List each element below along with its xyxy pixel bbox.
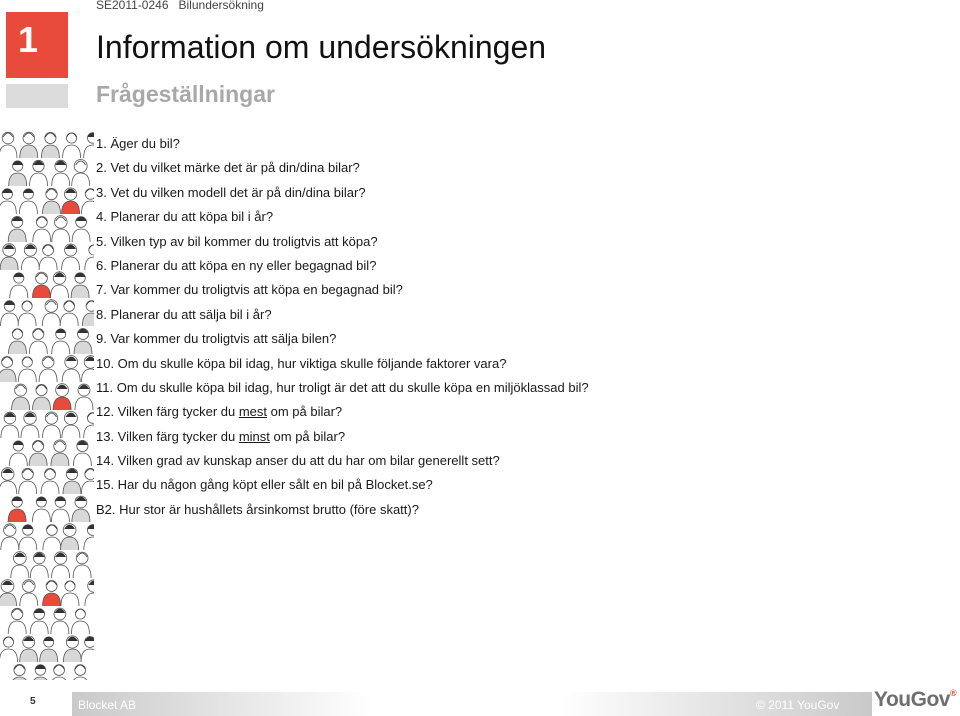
crowd-figure — [52, 329, 70, 354]
question-list — [96, 132, 589, 522]
question-item: 3. Vet du vilken modell det är på din/dina bilar? — [96, 184, 366, 200]
crowd-figure — [20, 636, 38, 662]
footer-copyright: © 2011 YouGov — [756, 698, 840, 712]
crowd-figure — [62, 188, 80, 214]
crowd-figure — [71, 609, 89, 634]
crowd-figure — [81, 468, 94, 494]
page-title: Information om undersökningen — [96, 29, 547, 65]
crowd-figure — [84, 413, 94, 438]
crowd-figure — [73, 552, 91, 578]
crowd-figure — [51, 272, 69, 298]
crowd-figure — [0, 189, 16, 214]
crowd-figure — [1, 412, 19, 438]
crowd-figure — [82, 301, 94, 326]
crowd-figure — [72, 160, 90, 187]
question-item: 14. Vilken grad av kunskap anser du att du har om bilar generellt sett? — [96, 453, 500, 469]
crowd-figure — [81, 637, 94, 663]
crowd-figure — [43, 188, 61, 214]
crowd-figure — [20, 580, 38, 606]
document-reference — [96, 0, 264, 12]
crowd-figure — [73, 440, 91, 466]
crowd-figure — [72, 496, 90, 522]
crowd-figure — [71, 665, 89, 680]
crowd-figure — [12, 384, 30, 410]
crowd-figure — [8, 608, 26, 634]
question-item — [96, 400, 589, 424]
crowd-figure — [85, 245, 94, 270]
crowd-figure — [62, 356, 80, 382]
crowd-figure — [82, 356, 95, 382]
crowd-figure — [19, 189, 37, 214]
logo-mark: ® — [949, 688, 957, 698]
crowd-figure — [8, 497, 26, 522]
crowd-figure — [62, 412, 80, 439]
crowd-illustration — [0, 128, 94, 680]
question-item: 8. Planerar du att sälja bil i år? — [96, 306, 272, 322]
page-number: 5 — [30, 696, 36, 707]
crowd-figure — [21, 244, 39, 270]
question-item: 10. Om du skulle köpa bil idag, hur viktiga skulle följande faktorer vara? — [96, 355, 507, 371]
crowd-figure — [9, 441, 27, 466]
crowd-figure — [0, 580, 17, 606]
crowd-figure — [63, 636, 81, 662]
crowd-figure — [42, 300, 60, 326]
crowd-figure — [82, 189, 95, 214]
crowd-figure — [63, 468, 81, 494]
question-item: 9. Var kommer du troligtvis att sälja bilen? — [96, 331, 337, 347]
question-emphasis: minst — [238, 428, 270, 444]
question-item: 7. Var kommer du troligtvis att köpa en begagnad bil? — [96, 282, 403, 298]
crowd-figure — [19, 468, 37, 494]
question-item: 6. Planerar du att köpa en ny eller begagnad bil? — [96, 257, 377, 273]
question-text: 12. Vilken färg tycker du — [96, 404, 239, 420]
crowd-figure — [53, 384, 71, 410]
crowd-figure — [0, 357, 16, 383]
footer-client: Blocket AB — [78, 698, 137, 712]
crowd-figure — [9, 161, 27, 186]
reference-label: Bilundersökning — [178, 0, 264, 12]
crowd-figure — [11, 552, 29, 578]
crowd-figure — [18, 301, 36, 326]
crowd-figure — [10, 273, 28, 298]
crowd-figure — [0, 468, 17, 494]
crowd-figure — [43, 525, 61, 550]
crowd-figure — [43, 412, 61, 438]
crowd-figure — [52, 552, 70, 578]
section-number: 1 — [18, 19, 39, 60]
crowd-figure — [32, 497, 50, 522]
crowd-figure — [29, 440, 47, 466]
question-item: 1. Äger du bil? — [96, 136, 180, 151]
crowd-figure — [84, 525, 94, 550]
question-item: 11. Om du skulle köpa bil idag, hur troligt är det att du skulle köpa en miljöklassad bil? — [96, 379, 589, 395]
reference-id: SE2011-0246 — [96, 0, 169, 12]
crowd-figure — [21, 412, 39, 438]
crowd-figure — [30, 609, 48, 634]
crowd-figure — [51, 608, 69, 634]
crowd-figure — [39, 245, 57, 271]
crowd-figure — [74, 329, 92, 355]
crowd-figure — [20, 132, 38, 158]
crowd-figure — [60, 301, 78, 326]
crowd-figure — [1, 524, 19, 550]
crowd-figure — [19, 525, 37, 550]
crowd-figure — [51, 497, 69, 522]
crowd-figure — [8, 216, 26, 242]
crowd-figure — [33, 217, 51, 243]
crowd-figure — [52, 216, 70, 242]
crowd-figure — [61, 524, 79, 550]
yougov-logo — [874, 688, 956, 712]
question-item: 15. Har du någon gång köpt eller sålt en bil på Blocket.se? — [96, 477, 433, 493]
crowd-figure — [29, 328, 47, 354]
crowd-figure — [0, 132, 17, 158]
crowd-figure — [75, 384, 93, 410]
section-accent-bar — [6, 84, 68, 108]
page-subtitle: Frågeställningar — [96, 81, 275, 107]
crowd-figure — [84, 133, 94, 158]
logo-text: YouGov — [874, 688, 950, 711]
crowd-figure — [43, 581, 61, 607]
crowd-figure — [30, 552, 48, 578]
crowd-figure — [41, 469, 59, 495]
question-item: 4. Planerar du att köpa bil i år? — [96, 209, 274, 225]
crowd-figure — [40, 637, 58, 662]
crowd-figure — [85, 580, 94, 606]
crowd-figure — [62, 244, 80, 270]
question-item: 2. Vet du vilket märke det är på din/dina bilar? — [96, 160, 360, 176]
crowd-figure — [39, 356, 57, 382]
question-text: om på bilar? — [269, 428, 346, 444]
crowd-figure — [72, 217, 90, 242]
crowd-figure — [11, 664, 29, 680]
question-text: om på bilar? — [267, 404, 343, 420]
crowd-figure — [0, 244, 18, 270]
crowd-figure — [61, 581, 79, 606]
crowd-figure — [9, 329, 27, 354]
question-text: 13. Vilken färg tycker du — [96, 428, 239, 444]
crowd-figure — [0, 637, 18, 662]
crowd-figure — [50, 665, 68, 680]
question-item — [96, 425, 589, 449]
crowd-figure — [41, 132, 59, 158]
crowd-figure — [52, 160, 70, 186]
crowd-figure — [33, 272, 51, 298]
crowd-figure — [33, 384, 51, 410]
crowd-figure — [31, 665, 49, 680]
crowd-figure — [18, 357, 36, 382]
question-item: B2. Hur stor är hushållets årsinkomst brutto (före skatt)? — [96, 501, 419, 517]
crowd-figure — [30, 160, 48, 186]
crowd-figure — [51, 440, 69, 466]
crowd-figure — [63, 133, 81, 158]
question-emphasis: mest — [238, 404, 268, 420]
crowd-figure — [1, 301, 19, 326]
question-item: 5. Vilken typ av bil kommer du troligtvis att köpa? — [96, 233, 378, 249]
crowd-figure — [71, 273, 89, 298]
